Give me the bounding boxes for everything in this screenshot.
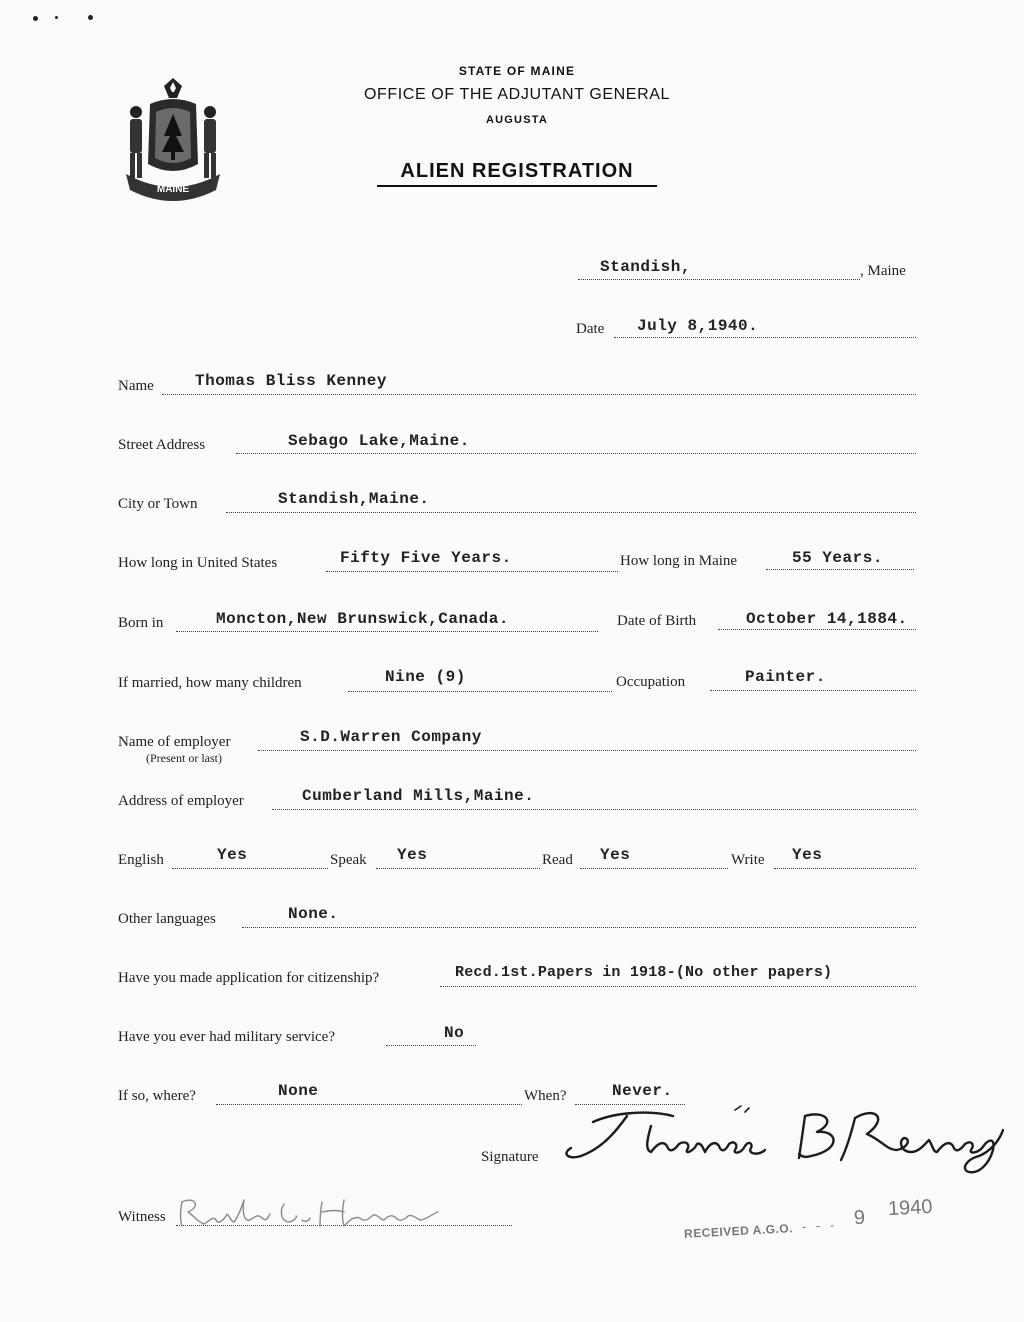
military-value: No: [444, 1024, 465, 1042]
dob-label: Date of Birth: [617, 613, 697, 629]
speak-label: Speak: [330, 852, 367, 868]
scan-mark: [88, 15, 93, 20]
scan-mark: [55, 16, 58, 19]
city-leader: [226, 512, 916, 513]
employer-value: S.D.Warren Company: [300, 728, 482, 746]
witness-handwriting: [176, 1192, 446, 1232]
occupation-label: Occupation: [616, 674, 686, 690]
office-heading: OFFICE OF THE ADJUTANT GENERAL: [363, 86, 671, 103]
read-value: Yes: [600, 846, 631, 864]
name-value: Thomas Bliss Kenney: [195, 372, 387, 390]
title-underline: [377, 185, 657, 187]
city-heading: AUGUSTA: [486, 114, 548, 126]
signature-handwriting: [555, 1100, 1005, 1180]
write-value: Yes: [792, 846, 823, 864]
maine-leader: [766, 569, 914, 570]
name-label: Name: [118, 378, 154, 394]
city-label: City or Town: [118, 496, 198, 512]
citizenship-label: Have you made application for citizenship?: [118, 970, 380, 986]
born-label: Born in: [118, 615, 164, 631]
english-value: Yes: [217, 846, 248, 864]
employer-sublabel: (Present or last): [146, 751, 222, 765]
citizenship-leader: [440, 986, 916, 987]
maine-value: 55 Years.: [792, 549, 883, 567]
read-label: Read: [542, 852, 573, 868]
other-languages-value: None.: [288, 905, 339, 923]
occupation-value: Painter.: [745, 668, 826, 686]
dob-value: October 14,1884.: [746, 610, 908, 628]
when-label: When?: [524, 1088, 567, 1104]
scan-mark: [33, 16, 38, 21]
stamp-dashes: - - -: [801, 1217, 838, 1234]
children-leader: [348, 691, 612, 692]
street-label: Street Address: [118, 437, 206, 453]
place-suffix: , Maine: [860, 263, 906, 279]
when-value: Never.: [612, 1082, 673, 1100]
employer-address-value: Cumberland Mills,Maine.: [302, 787, 535, 805]
english-label: English: [118, 852, 164, 868]
speak-leader: [376, 868, 540, 869]
place-leader: [578, 279, 860, 280]
received-stamp: RECEIVED A.G.O.: [683, 1221, 794, 1241]
us-value: Fifty Five Years.: [340, 549, 512, 567]
date-leader: [614, 337, 916, 338]
employer-leader: [258, 750, 916, 751]
street-leader: [236, 453, 916, 454]
occupation-leader: [710, 690, 916, 691]
military-leader: [386, 1045, 476, 1046]
employer-address-leader: [272, 809, 916, 810]
military-label: Have you ever had military service?: [118, 1029, 335, 1045]
where-value: None: [278, 1082, 319, 1100]
children-label: If married, how many children: [118, 675, 302, 691]
stamp-day: 9: [853, 1206, 866, 1230]
city-value: Standish,Maine.: [278, 490, 430, 508]
children-value: Nine (9): [385, 668, 466, 686]
street-value: Sebago Lake,Maine.: [288, 432, 470, 450]
where-label: If so, where?: [118, 1088, 196, 1104]
date-value: July 8,1940.: [637, 317, 759, 335]
write-leader: [774, 868, 916, 869]
born-leader: [176, 631, 598, 632]
seal-label: MAINE: [156, 184, 190, 195]
employer-label: Name of employer: [118, 734, 231, 750]
other-languages-label: Other languages: [118, 911, 216, 927]
born-value: Moncton,New Brunswick,Canada.: [216, 610, 509, 628]
us-label: How long in United States: [118, 555, 278, 571]
speak-value: Yes: [397, 846, 428, 864]
signature-label: Signature: [481, 1149, 539, 1165]
witness-label: Witness: [118, 1209, 166, 1225]
form-title: ALIEN REGISTRATION: [400, 160, 634, 182]
citizenship-value: Recd.1st.Papers in 1918-(No other papers): [455, 964, 833, 981]
where-leader: [216, 1104, 522, 1105]
stamp-year: 1940: [887, 1195, 934, 1221]
write-label: Write: [731, 852, 765, 868]
dob-leader: [718, 629, 916, 630]
place-value: Standish,: [600, 258, 691, 276]
other-languages-leader: [242, 927, 916, 928]
name-leader: [162, 394, 916, 395]
read-leader: [580, 868, 728, 869]
maine-label: How long in Maine: [620, 553, 738, 569]
date-label: Date: [576, 321, 605, 337]
state-heading: STATE OF MAINE: [458, 64, 576, 78]
employer-address-label: Address of employer: [118, 793, 244, 809]
us-leader: [326, 571, 618, 572]
english-leader: [172, 868, 328, 869]
